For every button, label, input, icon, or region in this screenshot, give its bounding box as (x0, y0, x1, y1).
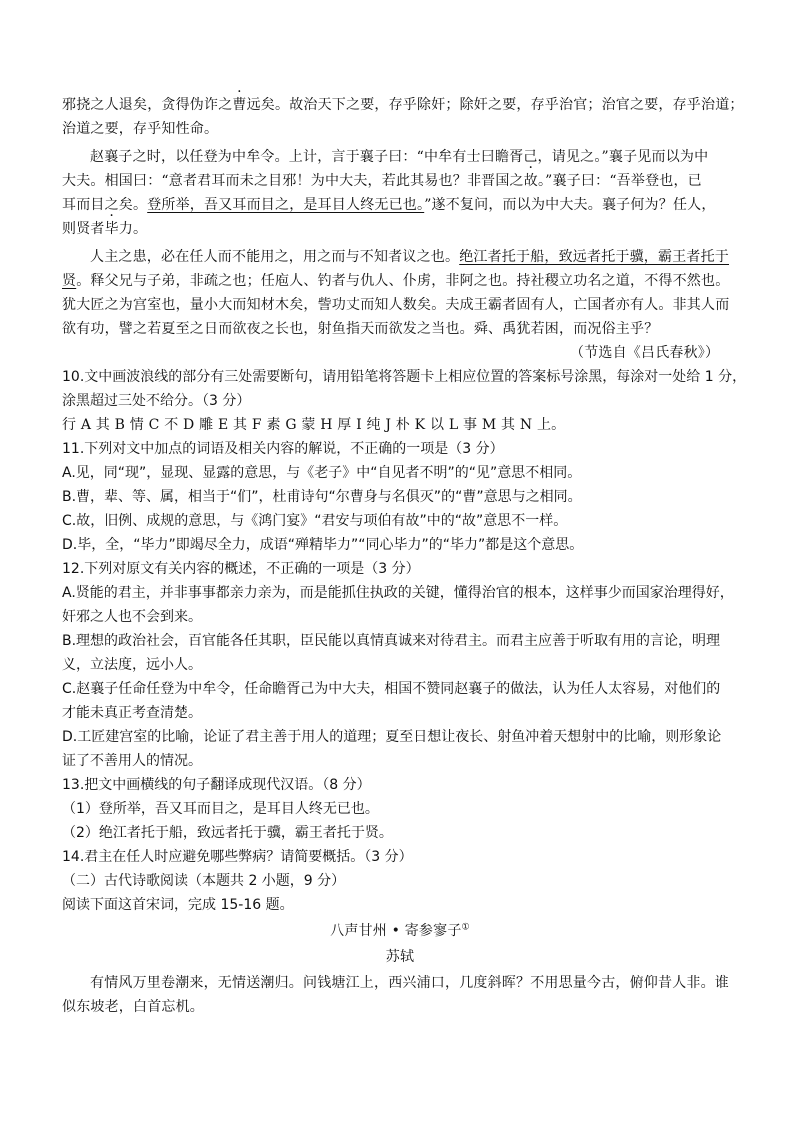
question-11-option-b: B.曹，辈、等、属，相当于“们”，杜甫诗句“尔曹身与名俱灭”的“曹”意思与之相同。 (62, 489, 582, 505)
underlined-sentence-2-end: 贤 (62, 273, 77, 289)
question-10: 10.文中画波浪线的部分有三处需要断句，请用铅笔将答题卡上相应位置的答案标号涂黑，每涂对一处给 1 分， (62, 369, 747, 385)
question-11: 11.下列对文中加点的词语及相关内容的解说，不正确的一项是（3 分） (62, 441, 504, 457)
question-14: 14.君主在任人时应避免哪些弊病？请简要概括。（3 分） (62, 849, 413, 865)
passage-line: 赵襄子之时，以任登为中牟令。上计，言于襄子曰：“中牟有士曰瞻胥己，请见之。”襄子见而以为中 (90, 149, 709, 165)
footnote-mark: ① (461, 922, 470, 933)
section-heading: （二）古代诗歌阅读（本题共 2 小题，9 分） (62, 873, 346, 889)
poem-author: 苏轼 (385, 949, 415, 965)
poem-line: 似东坡老，白首忘机。 (62, 999, 204, 1015)
question-10-options: 行 A 其 B 情 C 不 D 雕 E 其 F 素 G 蒙 H 厚 I 纯 J 朴 K 以 L 事 M 其 N 上。 (62, 417, 566, 433)
passage-line: 大夫。相国曰：“意者君耳而未之目邪！为中大夫，若此其易也？非晋国之故。”襄子曰：“吾举登也，已 (62, 173, 702, 189)
question-12-option-d-cont: 证了不善用人的情况。 (62, 753, 202, 769)
dotted-word: 毕 (104, 221, 119, 237)
dotted-word: 故 (523, 173, 538, 189)
passage-line: 犹大匠之为宫室也，量小大而知材木矣，訾功丈而知人数矣。夫成王霸者固有人，亡国者亦有人。非其人而 (62, 297, 730, 313)
question-12-option-d: D.工匠建宫室的比喻，论证了君主善于用人的道理；夏至日想让夜长、射鱼冲着天想射中的比喻，则形象论 (62, 729, 722, 745)
poem-title: 八声甘州 • 寄参寥子① (330, 922, 470, 939)
passage-line: 贤。释父兄与子弟，非疏之也；任庖人、钓者与仇人、仆虏，非阿之也。持社稷立功名之道，不得不然也。 (62, 273, 730, 289)
passage-line: 则贤者毕力。 (62, 221, 148, 237)
question-11-option-a: A.见，同“现”，显现、显露的意思，与《老子》中“自见者不明”的“见”意思不相同。 (62, 465, 582, 481)
question-12-option-a: A.贤能的君主，并非事事都亲力亲为，而是能抓住执政的关键，懂得治官的根本，这样事少而国家治理得好， (62, 585, 734, 601)
question-13: 13.把文中画横线的句子翻译成现代汉语。（8 分） (62, 777, 371, 793)
passage-line: 人主之患，必在任人而不能用之，用之而与不知者议之也。绝江者托于船，致远者托于骥，霸王者托于 (90, 249, 730, 265)
question-12-option-b: B.理想的政治社会，百官能各任其职，臣民能以真情真诚来对待君主。而君主应善于听取有用的言论，明理 (62, 633, 721, 649)
passage-line: 欲有功，譬之若夏至之日而欲夜之长也，射鱼指天而欲发之当也。舜、禹犹若困，而况俗主乎？ (62, 321, 659, 337)
question-10-cont: 涂黑超过三处不给分。（3 分） (62, 393, 251, 409)
question-12-option-b-cont: 义，立法度，远小人。 (62, 657, 202, 673)
question-11-option-c: C.故，旧例、成规的意思，与《鸿门宴》“君安与项伯有故”中的“故”意思不一样。 (62, 513, 568, 529)
question-12-option-c-cont: 才能未真正考查清楚。 (62, 705, 202, 721)
passage-line: 治道之要，存乎知性命。 (62, 121, 219, 137)
passage-line: 邪挠之人退矣，贪得伪诈之曹远矣。故治天下之要，存乎除奸；除奸之要，存乎治官；治官之要，存乎治道； (62, 97, 744, 113)
dotted-word: 曹 (232, 97, 247, 113)
passage-line: 耳而目之矣。登所举，吾又耳而目之，是耳目人终无已也。”遂不复问，而以为中大夫。襄子何为？任人， (62, 197, 716, 213)
section-intro: 阅读下面这首宋词，完成 15-16 题。 (62, 897, 294, 913)
underlined-sentence-2: 绝江者托于船，致远者托于骥，霸王者托于 (459, 249, 730, 265)
question-13-item-1: （1）登所举，吾又耳而目之，是耳目人终无已也。 (62, 801, 379, 817)
question-12-option-c: C.赵襄子任命任登为中牟令，任命瞻胥己为中大夫，相国不赞同赵襄子的做法，认为任人太容易，对他们的 (62, 681, 721, 697)
question-11-option-d: D.毕，全，“毕力”即竭尽全力，成语“殚精毕力”“同心毕力”的“毕力”都是这个意思。 (62, 537, 584, 553)
question-12: 12.下列对原文有关内容的概述，不正确的一项是（3 分） (62, 561, 420, 577)
underlined-sentence-1: 登所举，吾又耳而目之，是耳目人终无已也。 (147, 197, 425, 213)
source-citation: （节选自《吕氏春秋》） (570, 345, 720, 361)
question-12-option-a-cont: 奸邪之人也不会到来。 (62, 609, 202, 625)
poem-line: 有情风万里卷潮来，无情送潮归。问钱塘江上，西兴浦口，几度斜晖？不用思量今古，俯仰昔人非。谁 (90, 975, 729, 991)
question-13-item-2: （2）绝江者托于船，致远者托于骥，霸王者托于贤。 (62, 825, 393, 841)
